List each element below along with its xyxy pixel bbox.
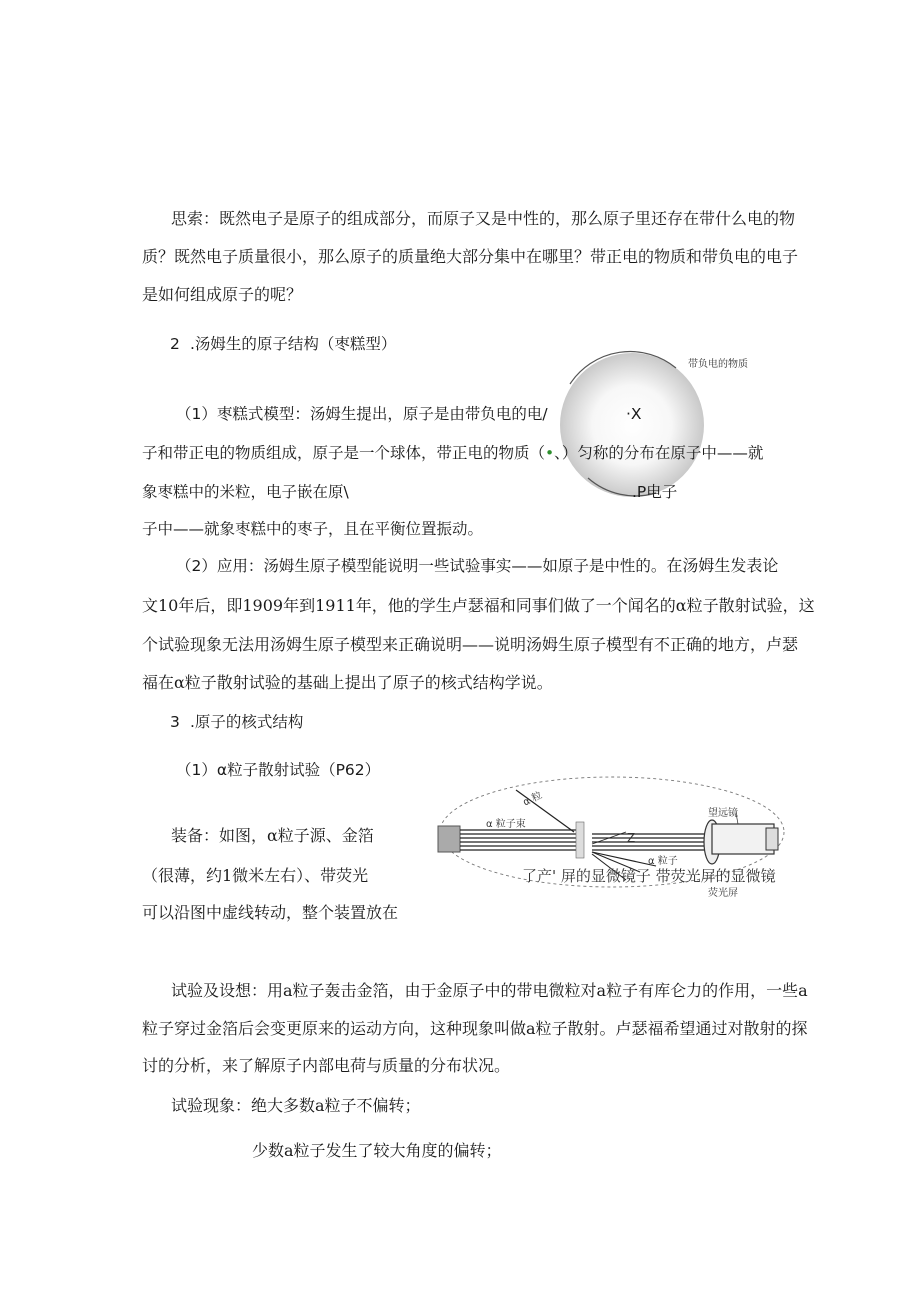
application-line-4: 福在α粒子散射试验的基础上提出了原子的核式结构学说。 <box>142 673 553 692</box>
equipment-line-1: 装备：如图，α粒子源、金箔 <box>171 826 374 845</box>
label-z: Z <box>627 831 636 845</box>
experiment-title: （1）α粒子散射试验（P62） <box>176 761 381 779</box>
think-line-3: 是如何组成原子的呢？ <box>142 285 303 304</box>
label-alpha-particle: α 粒子 <box>648 856 678 867</box>
model-line-2b: 、）匀称的分布在原子中——就 <box>554 444 764 462</box>
figure-caption: 了产' 屏的显微镜子 带荧光屏的显微镜 <box>522 867 776 885</box>
positive-matter-dot: • <box>545 444 555 462</box>
section-2-number: 2 <box>170 335 180 353</box>
application-line-3: 个试验现象无法用汤姆生原子模型来正确说明——说明汤姆生原子模型有不正确的地方，卢瑟 <box>142 635 799 654</box>
application-line-1b: 在汤姆生发表论 <box>666 556 779 575</box>
model-line-3: 象枣糕中的米粒，电子嵌在原\ <box>142 483 349 501</box>
label-x: ·X <box>626 405 642 423</box>
telescope-tube <box>712 824 774 854</box>
observation-line-1: 试验现象：绝大多数a粒子不偏转； <box>171 1096 421 1115</box>
label-telescope: 望远镜 <box>708 808 738 819</box>
hypothesis-line-2: 粒子穿过金箔后会变更原来的运动方向，这种现象叫做a粒子散射。卢瑟福希望通过对散射的探 <box>142 1019 808 1038</box>
model-line-1: （1）枣糕式模型：汤姆生提出，原子是由带负电的电/ <box>176 405 548 423</box>
section-3-title: .原子的核式结构 <box>190 713 304 731</box>
hypothesis-line-1: 试验及设想：用a粒子轰击金箔，由于金原子中的带电微粒对a粒子有库仑力的作用，一些a <box>171 981 808 1000</box>
observation-line-2: 少数a粒子发生了较大角度的偏转； <box>252 1141 502 1160</box>
model-line-4: 子中——就象枣糕中的枣子，且在平衡位置振动。 <box>142 520 484 538</box>
think-line-2: 质？既然电子质量很小，那么原子的质量绝大部分集中在哪里？带正电的物质和带负电的电子 <box>142 247 799 266</box>
section-3-number: 3 <box>170 713 180 731</box>
label-negative-matter: 带负电的物质 <box>688 359 748 370</box>
equipment-line-3: 可以沿图中虚线转动，整个装置放在 <box>142 903 399 922</box>
model-line-2a: 子和带正电的物质组成，原子是一个球体，带正电的物质（ <box>142 444 546 462</box>
label-fluorescent-screen: 荧光屏 <box>708 888 738 899</box>
gold-foil <box>576 822 584 858</box>
think-line-1: 思索：既然电子是原子的组成部分，而原子又是中性的，那么原子里还存在带什么电的物 <box>171 209 796 228</box>
label-alpha-beam: α 粒子束 <box>486 819 526 830</box>
alpha-source <box>438 826 460 852</box>
telescope-eyepiece <box>766 828 778 850</box>
application-line-1a: （2）应用：汤姆生原子模型能说明一些试验事实——如原子是中性的。 <box>176 557 667 575</box>
section-2-title: .汤姆生的原子结构（枣糕型） <box>190 335 397 353</box>
hypothesis-line-3: 讨的分析，来了解原子内部电荷与质量的分布状况。 <box>142 1056 511 1075</box>
application-line-2: 文10年后，即1909年到1911年，他的学生卢瑟福和同事们做了一个闻名的α粒子散射试验，这 <box>142 596 815 615</box>
transmitted-beam <box>592 834 708 850</box>
label-electron: .P电子 <box>632 483 678 501</box>
alpha-beam <box>460 830 576 850</box>
equipment-line-2: （很薄，约1微米左右）、带荧光 <box>142 866 369 885</box>
label-alpha: α 粒 <box>521 790 545 809</box>
